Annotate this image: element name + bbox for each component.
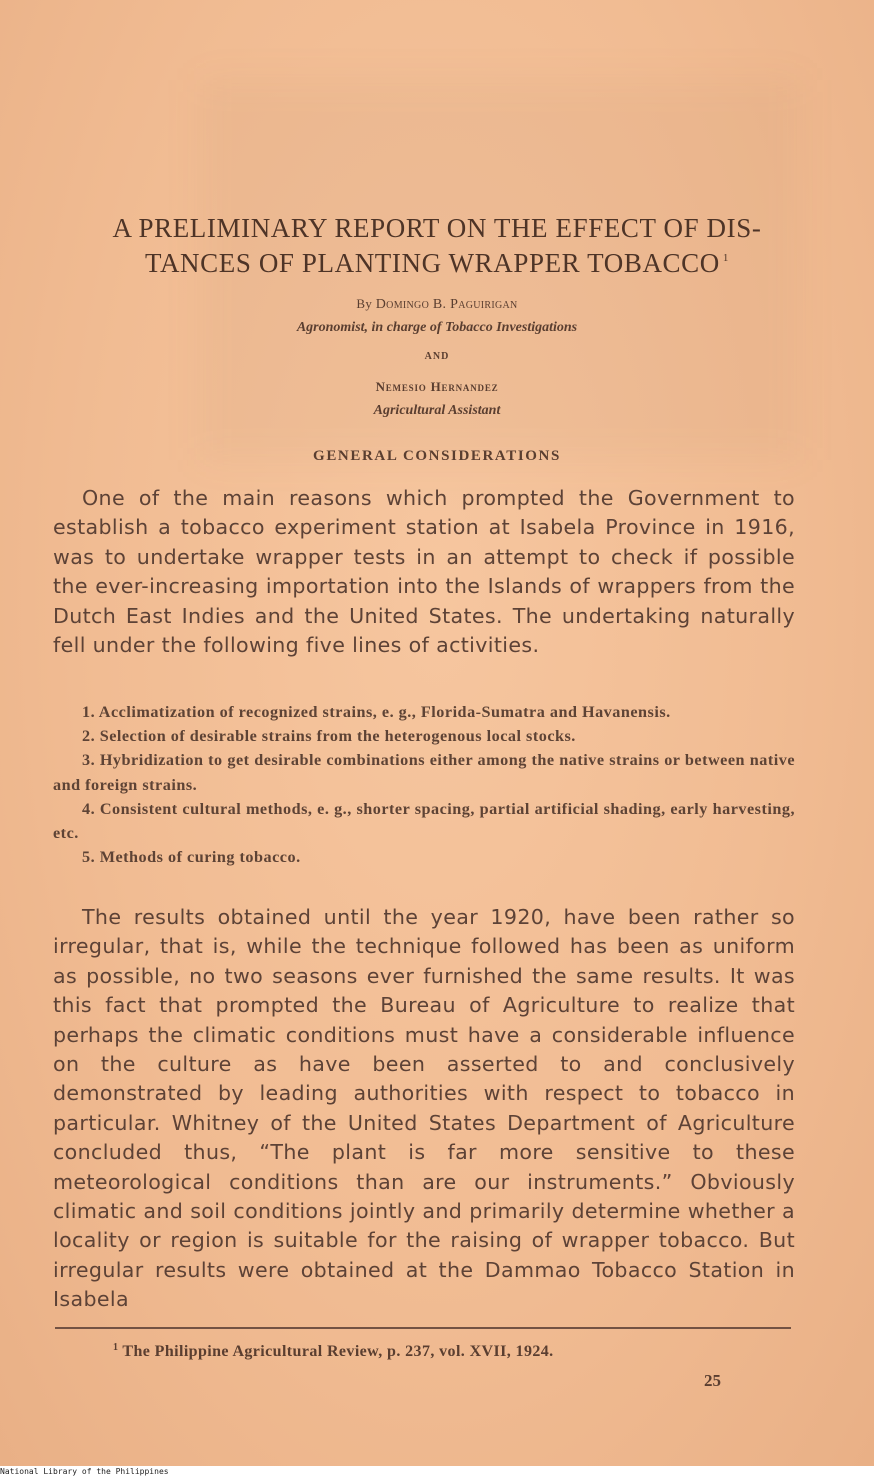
page-number: 25 xyxy=(704,1371,721,1390)
list-item: 1. Acclimatization of recognized strains, e. g., Florida-Sumatra and Havanensis. xyxy=(82,703,671,721)
list-item: 3. Hybridization to get desirable combinations either among the native strains or between native and foreign strains. xyxy=(53,751,795,794)
footnote-mark: 1 xyxy=(113,1342,119,1353)
byline-and: AND xyxy=(424,351,450,362)
article-title xyxy=(60,213,814,278)
title-footnote-mark: 1 xyxy=(722,252,729,264)
author-1-affiliation: Agronomist, in charge of Tobacco Investigations xyxy=(296,320,578,335)
list-item: 2. Selection of desirable strains from the heterogenous local stocks. xyxy=(82,727,576,746)
paragraph-2: The results obtained until the year 1920, have been rather so irregular, that is, while the technique followed has been as uniform as possible, no two seasons ever furnished the same results. It was this fact that prompted the Bureau of Agriculture to realize that perhaps the climatic conditions must have a considerable influence on the culture as have been asserted to and conclusively demonstrated by leading authorities with respect to tobacco in particular. Whitney of the United States Department of Agriculture concluded thus, “The plant is far more sensitive to these meteorological conditions than are our instruments.” Obviously climatic and soil conditions jointly and primarily determine whether a locality or region is suitable for the raising of wrapper tobacco. But irregular results were obtained at the Dammao Tobacco Station in Isabela xyxy=(53,905,795,1312)
title-line-2 xyxy=(60,243,814,278)
author-2-affiliation: Agricultural Assistant xyxy=(373,403,501,418)
footnote xyxy=(113,1342,554,1361)
title-line-2-text: TANCES OF PLANTING WRAPPER TOBACCO xyxy=(145,248,720,278)
author-1-name: Domingo B. Paguirigan xyxy=(375,297,518,312)
byline-author-1 xyxy=(0,296,874,313)
list-item: 4. Consistent cultural methods, e. g., shorter spacing, partial artificial shading, early harvesting, etc. xyxy=(53,799,795,843)
byline-prefix: By xyxy=(356,296,373,311)
title-line-1: A PRELIMINARY REPORT ON THE EFFECT OF DIS- xyxy=(112,213,762,243)
scan-credit: National Library of the Philippines xyxy=(0,1467,169,1476)
paragraph-1: One of the main reasons which prompted the Government to establish a tobacco experiment station at Isabela Province in 1916, was to undertake wrapper tests in an attempt to check if possible the ever-increasing importation into the Islands of wrappers from the Dutch East Indies and the United States. The undertaking naturally fell under the following five lines of activities. xyxy=(53,486,795,658)
author-2-name: Nemesio Hernandez xyxy=(375,379,499,394)
footnote-text: The Philippine Agricultural Review, p. 237, vol. XVII, 1924. xyxy=(122,1343,554,1360)
section-heading: GENERAL CONSIDERATIONS xyxy=(313,448,561,464)
footnote-rule xyxy=(55,1327,791,1329)
activities-list xyxy=(53,700,795,869)
list-item: 5. Methods of curing tobacco. xyxy=(82,848,301,867)
